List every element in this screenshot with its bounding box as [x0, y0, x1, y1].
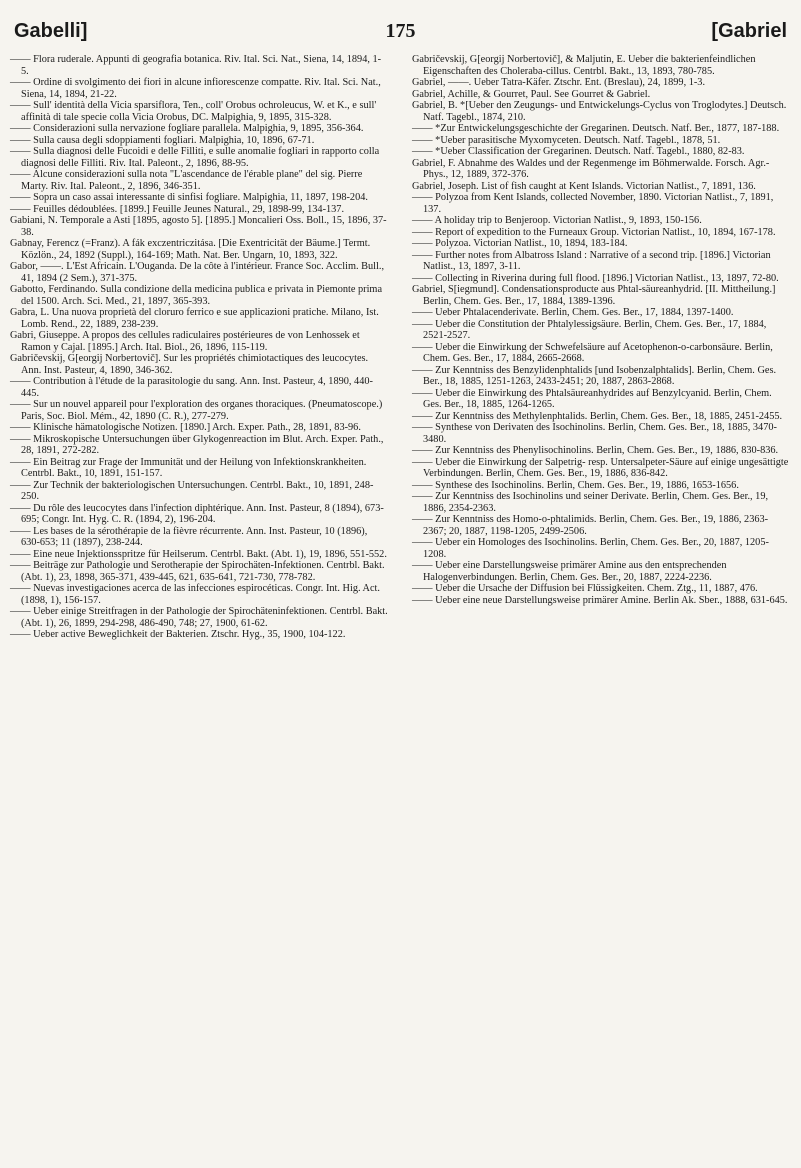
entry: —— A holiday trip to Benjeroop. Victorian Natlist., 9, 1893, 150-156. [412, 215, 702, 226]
page-header [14, 18, 787, 44]
entry: —— Ueber die Ursache der Diffusion bei Flüssigkeiten. Chem. Ztg., 11, 1887, 476. [412, 583, 758, 594]
entry: —— Report of expedition to the Furneaux Group. Victorian Natlist., 10, 1894, 167-178. [412, 226, 776, 238]
entry: —— Synthese von Derivaten des Isochinolins. Berlin, Chem. Ges. Ber., 18, 1885, 3470-3480. [412, 422, 777, 445]
entry: —— *Zur Entwickelungsgeschichte der Gregarinen. Deutsch. Natf. Ber., 1877, 187-188. [412, 123, 780, 134]
entry: —— Mikroskopische Untersuchungen über Glykogenreaction im Blut. Arch. Exper. Path., 28, 1891, 272-282. [10, 433, 384, 456]
entry: —— Eine neue Injektionsspritze für Heilserum. Centrbl. Bakt. (Abt. 1), 19, 1896, 551-552. [10, 548, 387, 560]
entry: —— Feuilles dédoublées. [1899.] Feuille Jeunes Natural., 29, 1898-99, 134-137. [10, 203, 345, 215]
entry: —— Ueber eine neue Darstellungsweise primärer Amine. Berlin Ak. Sber., 1888, 631-645. [412, 594, 788, 606]
entry: —— Zur Technik der bakteriologischen Untersuchungen. Centrbl. Bakt., 10, 1891, 248-250. [10, 479, 374, 502]
entry: —— Flora ruderale. Appunti di geografia botanica. Riv. Ital. Sci. Nat., Siena, 14, 1894, 1-5. [10, 54, 382, 77]
entry: —— Ueber Phtalacenderivate. Berlin, Chem. Ges. Ber., 17, 1884, 1397-1400. [412, 307, 734, 318]
entry: Gabotto, Ferdinando. Sulla condizione della medicina publica e privata in Piemonte prima del 1500. Arch. Sci. Med., 21, 1897, 365-393. [10, 284, 383, 307]
right-column [412, 54, 790, 606]
entry: Gabra, L. Una nuova proprietà del cloruro ferrico e sue applicazioni pratiche. Milano, Ist. Lomb. Rend., 22, 1889, 238-239. [10, 307, 379, 330]
entry: Gabriel, Achille, & Gourret, Paul. See Gourret & Gabriel. [412, 88, 651, 100]
entry: —— Further notes from Albatross Island : Narrative of a second trip. [1896.] Victorian Natlist., 13, 1897, 3-11. [412, 249, 771, 272]
entry: Gabričevskij, G[eorgij Norbertovič]. Sur les propriétés chimiotactiques des leucocytes. Ann. Inst. Pasteur, 4, 1890, 346-362. [10, 353, 369, 376]
entry: —— Ueber ein Homologes des Isochinolins. Berlin, Chem. Ges. Ber., 20, 1887, 1205-1208. [412, 537, 769, 560]
entry: —— Alcune considerazioni sulla nota "L'ascendance de l'érable plane" del sig. Pierre Marty. Riv. Ital. Paleont., 2, 1896, 346-351. [10, 169, 363, 192]
entry: Gabriel, Joseph. List of fish caught at Kent Islands. Victorian Natlist., 7, 1891, 136. [412, 180, 756, 192]
entry: —— Zur Kenntniss des Homo-o-phtalimids. Berlin, Chem. Ges. Ber., 19, 1886, 2363-2367; 20, 1887, 1198-1205, 2499-2506. [412, 514, 769, 537]
entry: —— Zur Kenntniss des Phenylisochinolins. Berlin, Chem. Ges. Ber., 19, 1886, 830-836. [412, 445, 779, 456]
entry: —— Ueber die Einwirkung der Schwefelsäure auf Acetophenon-o-carbonsäure. Berlin, Chem. Ges. Ber., 17, 1884, 2665-2668. [412, 341, 773, 364]
entry: Gabri, Giuseppe. A propos des cellules radiculaires postérieures de von Lenhossek et Ramon y Cajal. [1895.] Arch. Ital. Biol., 26, 1896, 115-119. [10, 330, 360, 353]
entry: —— Considerazioni sulla nervazione fogliare parallela. Malpighia, 9, 1895, 356-364. [10, 123, 364, 134]
header-right: [Gabriel [711, 20, 787, 42]
entry: —— Les bases de la sérothérapie de la fièvre récurrente. Ann. Inst. Pasteur, 10 (1896), 630-653; 11 (1897), 238-244. [10, 525, 368, 548]
entry: —— Sulla diagnosi delle Fucoidi e delle Filliti, e sulle anomalie fogliari in rapporto colla diagnosi delle Filliti. Riv. Ital. Paleont., 2, 1896, 88-95. [10, 146, 380, 169]
entry: —— Polyzoa from Kent Islands, collected November, 1890. Victorian Natlist., 7, 1891, 137. [412, 192, 774, 215]
entry: —— Klinische hämatologische Notizen. [1890.] Arch. Exper. Path., 28, 1891, 83-96. [10, 422, 361, 433]
entry: —— *Ueber Classification der Gregarinen. Deutsch. Natf. Tagebl., 1880, 82-83. [412, 146, 745, 157]
entry: —— Ueber einige Streitfragen in der Pathologie der Spirochäteninfektionen. Centrbl. Bakt. (Abt. 1), 26, 1899, 294-298, 486-490, 748; 27, 1900, 61-62. [10, 606, 388, 629]
entry: Gabriel, ——. Ueber Tatra-Käfer. Ztschr. Ent. (Breslau), 24, 1899, 1-3. [412, 77, 706, 88]
entry: Gabnay, Ferencz (=Franz). A fák exczentriczitása. [Die Exentricität der Bäume.] Termt. Közlön., 24, 1892 (Suppl.), 164-169; Math. Nat. Ber. Ungarn, 10, 1893, 322. [10, 238, 371, 261]
entry: —— Sopra un caso assai interessante di sinfisi fogliare. Malpighia, 11, 1897, 198-204. [10, 192, 368, 203]
entry: —— Sur un nouvel appareil pour l'exploration des organes thoraciques. (Pneumatoscope.) Paris, Soc. Biol. Mém., 42, 1890 (C. R.), 277-279. [10, 399, 383, 422]
entry: —— Zur Kenntniss des Isochinolins und seiner Derivate. Berlin, Chem. Ges. Ber., 19, 1886, 2354-2363. [412, 491, 769, 514]
entry: —— Polyzoa. Victorian Natlist., 10, 1894, 183-184. [412, 238, 628, 249]
entry: —— Du rôle des leucocytes dans l'infection diphtérique. Ann. Inst. Pasteur, 8 (1894), 673-695; Congr. Int. Hyg. C. R. (1894, 2), 196-204. [10, 502, 384, 525]
entry: —— Synthese des Isochinolins. Berlin, Chem. Ges. Ber., 19, 1886, 1653-1656. [412, 479, 739, 491]
entry: Gabriel, F. Abnahme des Waldes und der Regenmenge im Böhmerwalde. Forsch. Agr.-Phys., 12, 1889, 372-376. [412, 157, 770, 180]
page-number: 175 [385, 20, 416, 42]
entry: —— Ueber die Einwirkung der Salpetrig- resp. Untersalpeter-Säure auf einige ungesättigte Verbindungen. Berlin, Chem. Ges. Ber., 19, 1886, 836-842. [412, 456, 789, 479]
entry: Gabričevskij, G[eorgij Norbertovič], & Maljutin, E. Ueber die bakterienfeindlichen Eigenschaften des Choleraba-cillus. Centrbl. Bakt., 13, 1893, 780-785. [412, 54, 756, 77]
entry: —— Ein Beitrag zur Frage der Immunität und der Heilung von Infektionskrankheiten. Centrbl. Bakt., 10, 1891, 151-157. [10, 456, 367, 479]
left-column [10, 54, 388, 641]
entry: —— Ueber die Einwirkung des Phtalsäureanhydrides auf Benzylcyanid. Berlin, Chem. Ges. Ber., 18, 1885, 1264-1265. [412, 387, 772, 410]
entry: —— Sull' identità della Vicia sparsiflora, Ten., coll' Orobus ochroleucus, W. et K., e sull' affinità di tale specie colla Vicia Orobus, DC. Malpighia, 9, 1895, 315-328. [10, 100, 377, 123]
entry: —— Ordine di svolgimento dei fiori in alcune infiorescenze compatte. Riv. Ital. Sci. Nat., Siena, 14, 1894, 21-22. [10, 77, 381, 100]
entry: —— Sulla causa degli sdoppiamenti fogliari. Malpighia, 10, 1896, 67-71. [10, 134, 315, 146]
entry: —— Contribution à l'étude de la parasitologie du sang. Ann. Inst. Pasteur, 4, 1890, 440-445. [10, 376, 373, 399]
entry: —— *Ueber parasitische Myxomyceten. Deutsch. Natf. Tagebl., 1878, 51. [412, 134, 721, 146]
entry: —— Collecting in Riverina during full flood. [1896.] Victorian Natlist., 13, 1897, 72-80. [412, 272, 779, 284]
entry: Gabiani, N. Temporale a Asti [1895, agosto 5]. [1895.] Moncalieri Oss. Boll., 15, 1896, 37-38. [10, 215, 387, 238]
header-left: Gabelli] [14, 20, 88, 42]
entry: —— Zur Kenntniss des Methylenphtalids. Berlin, Chem. Ges. Ber., 18, 1885, 2451-2455. [412, 410, 783, 422]
entry: Gabriel, S[iegmund]. Condensationsproducte aus Phtal-säureanhydrid. [II. Mittheilung.] Berlin, Chem. Ges. Ber., 17, 1884, 1389-1396. [412, 284, 776, 307]
entry: Gabor, ——. L'Est Africain. L'Ouganda. De la côte à l'intérieur. France Soc. Acclim. Bull., 41, 1894 (2 Sem.), 371-375. [10, 261, 385, 284]
entry: —— Ueber eine Darstellungsweise primärer Amine aus den entsprechenden Halogenverbindungen. Berlin, Chem. Ges. Ber., 20, 1887, 2224-2236. [412, 560, 727, 583]
entry: Gabriel, B. *[Ueber den Zeugungs- und Entwickelungs-Cyclus von Troglodytes.] Deutsch. Natf. Tagebl., 1874, 210. [412, 100, 787, 123]
entry: —— Zur Kenntniss des Benzylidenphtalids [und Isobenzalphtalids]. Berlin, Chem. Ges. Ber., 18, 1885, 1251-1263, 2433-2451; 20, 1887, 2863-2868. [412, 364, 777, 387]
entry: —— Ueber active Beweglichkeit der Bakterien. Ztschr. Hyg., 35, 1900, 104-122. [10, 629, 346, 640]
entry: —— Beiträge zur Pathologie und Serotherapie der Spirochäten-Infektionen. Centrbl. Bakt. (Abt. 1), 23, 1898, 365-371, 439-445, 621, 635-641, 721-730, 778-782. [10, 560, 385, 583]
entry: —— Nuevas investigaciones acerca de las infecciones espirocéticas. Congr. Int. Hig. Act. (1898, 1), 156-157. [10, 583, 380, 606]
entry: —— Ueber die Constitution der Phtalylessigsäure. Berlin, Chem. Ges. Ber., 17, 1884, 2521-2527. [412, 318, 767, 341]
